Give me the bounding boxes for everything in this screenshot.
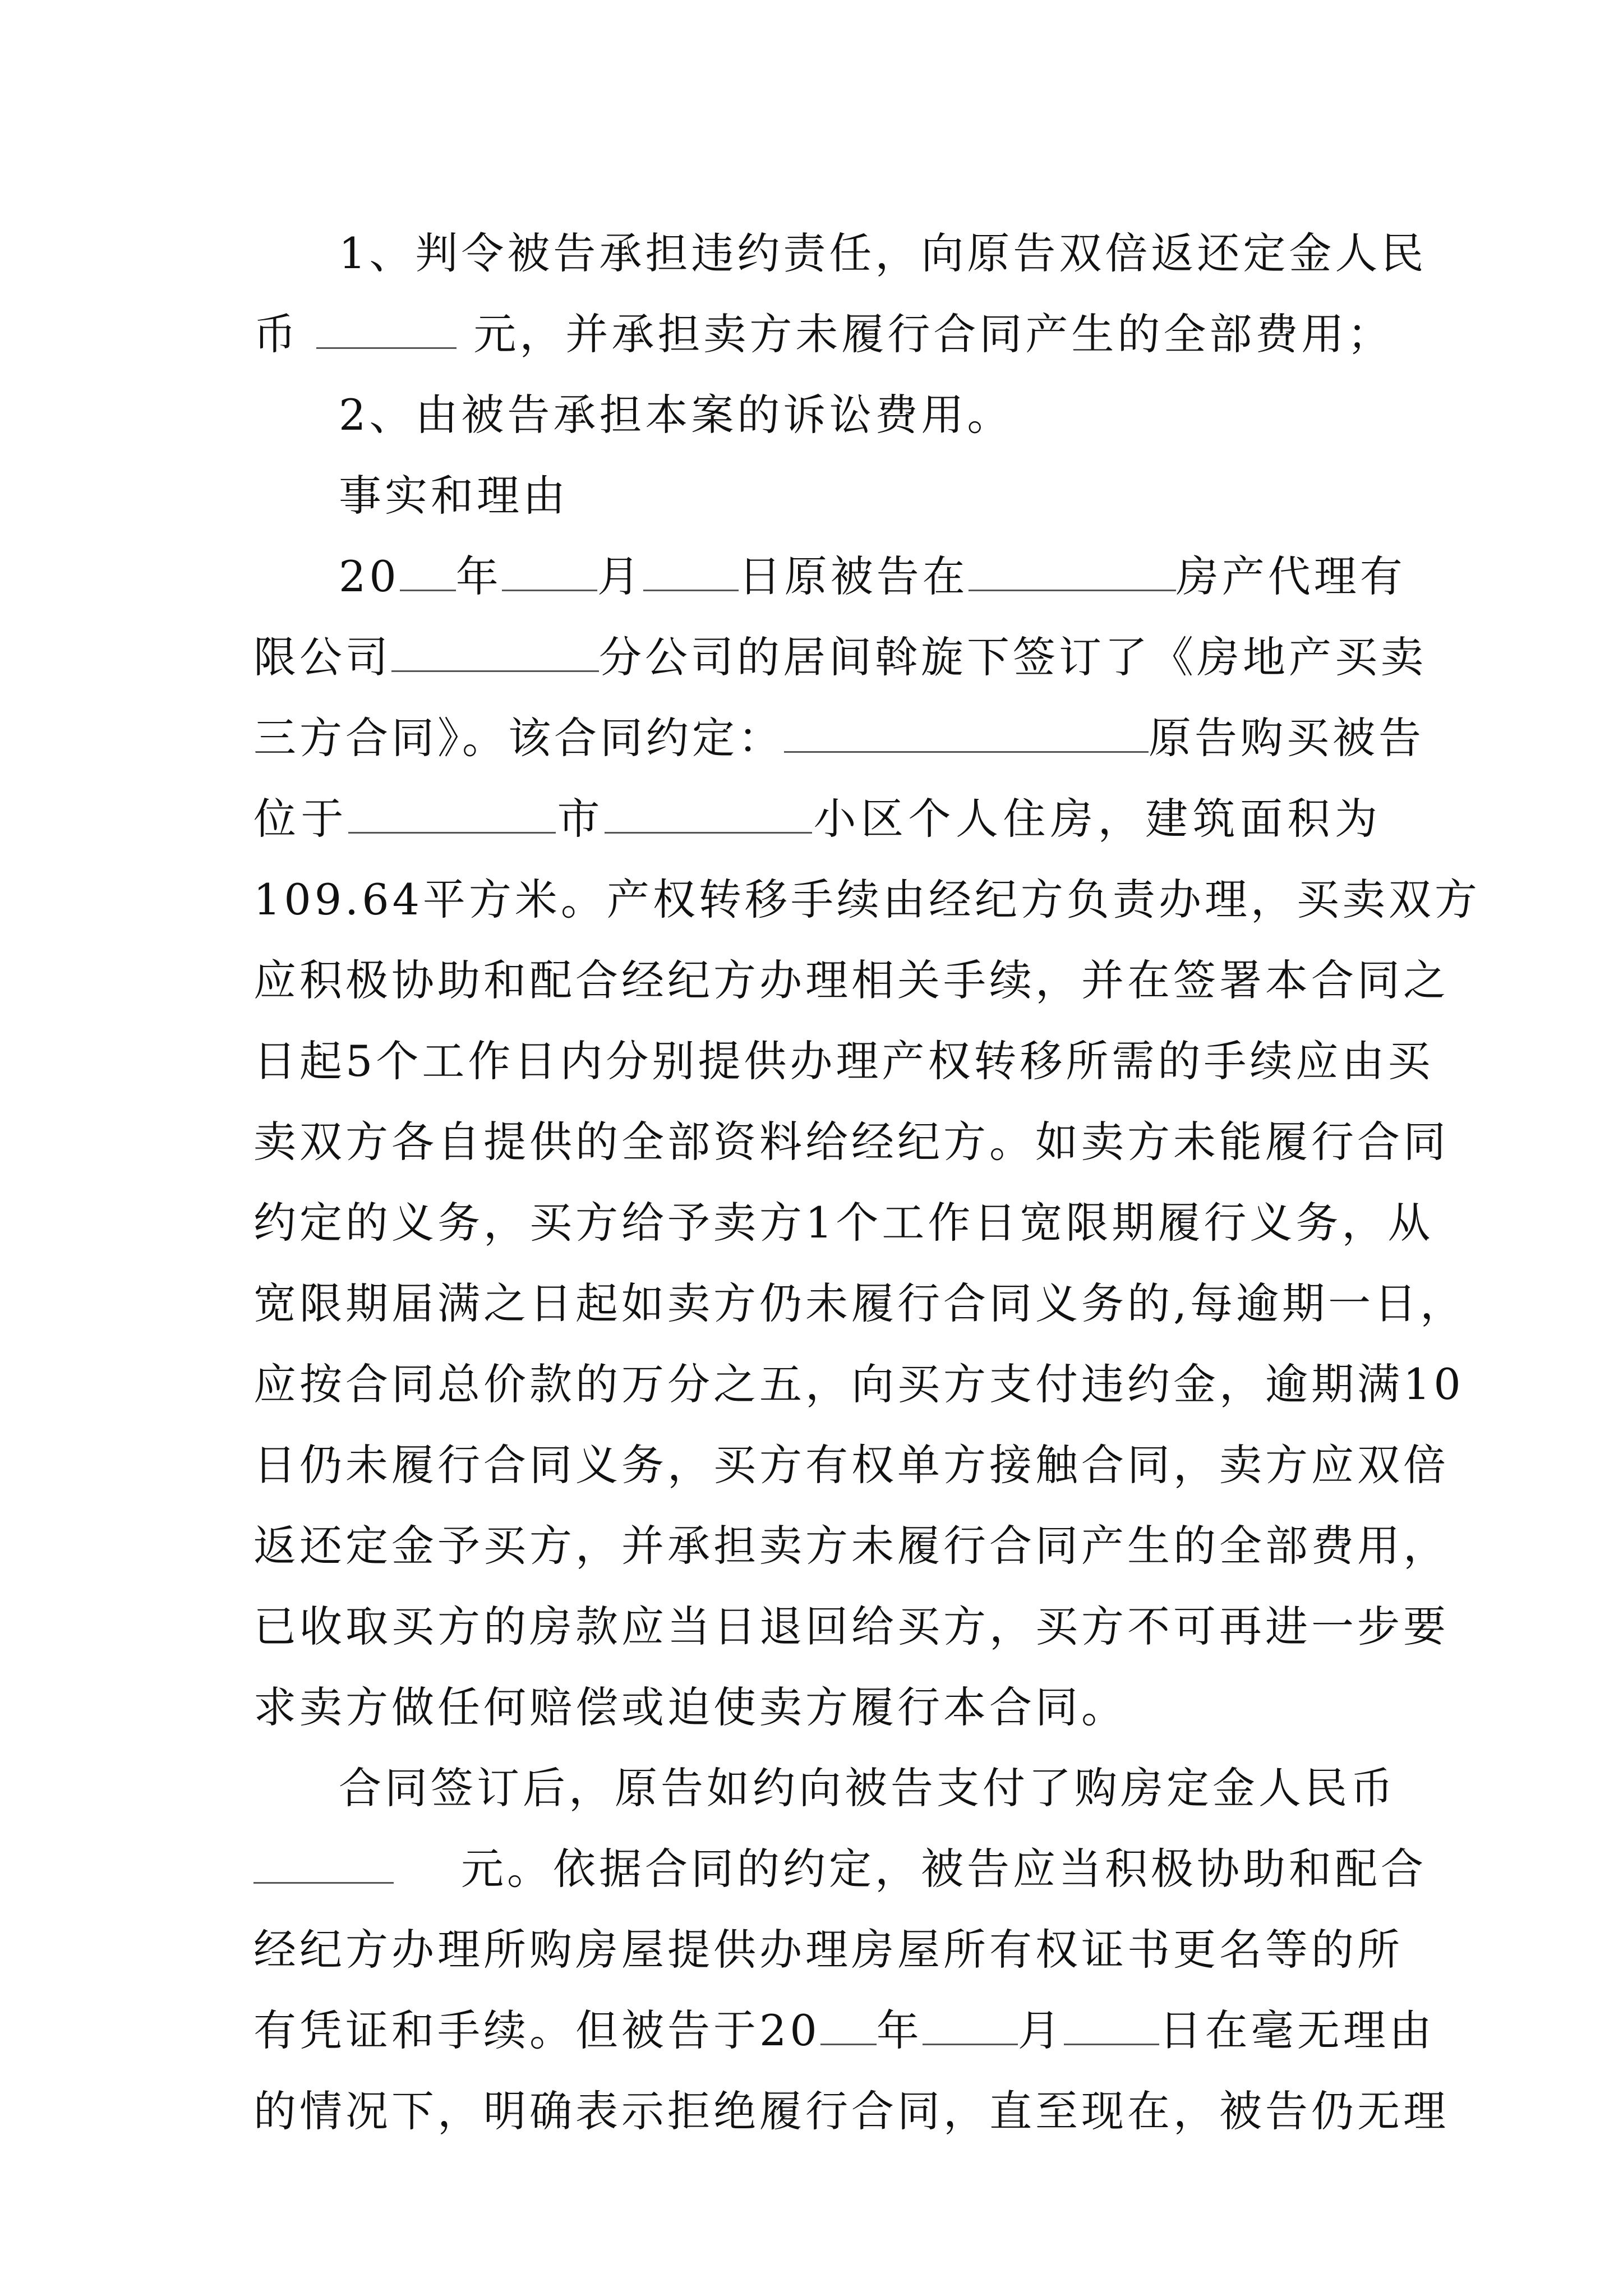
para1-text-9: 约定的义务，买方给予卖方1个工作日宽限期履行义务，从 [253, 1198, 1434, 1248]
claim-item-1-cont [253, 294, 1394, 375]
para1-line-6 [253, 940, 1449, 1021]
blank-day-field[interactable] [643, 549, 739, 591]
para2-line-1 [253, 1748, 1396, 1829]
year-label-2: 年 [876, 2005, 923, 2055]
claim-item-2-text: 2、由被告承担本案的诉讼费用。 [339, 390, 1013, 440]
para1-text-8: 卖双方各自提供的全部资料给经纪方。如卖方未能履行合同 [253, 1117, 1449, 1167]
para2-line-2 [253, 1829, 1427, 1910]
para1-line-12 [253, 1425, 1449, 1506]
contract-label: 三方合同》。该合同约定： [253, 713, 784, 763]
para2-line-4 [253, 1990, 1435, 2071]
claim-item-1-currency: 币 [253, 309, 299, 359]
branch-suffix: 分公司的居间斡旋下签订了《房地产买卖 [599, 632, 1427, 682]
contract-suffix: 原告购买被告 [1149, 713, 1424, 763]
blank-deposit-field[interactable] [253, 1842, 394, 1884]
blank-year-field-2[interactable] [820, 2003, 877, 2045]
blank-month-field[interactable] [502, 549, 597, 591]
document-page [253, 213, 1481, 2152]
para1-line-1 [253, 536, 1406, 617]
para1-line-3 [253, 698, 1424, 779]
para1-text-14: 已收取买方的房款应当日退回给买方，买方不可再进一步要 [253, 1602, 1449, 1651]
para1-line-4 [253, 779, 1381, 859]
para1-line-15 [253, 1667, 1381, 1748]
para1-line-8 [253, 1102, 1449, 1182]
para2-text-1: 合同签订后，原告如约向被告支付了购房定金人民币 [339, 1763, 1396, 1813]
month-label-2: 月 [1017, 2005, 1064, 2055]
para1-line-11 [253, 1344, 1464, 1425]
para1-line-9 [253, 1182, 1434, 1263]
blank-month-field-2[interactable] [923, 2003, 1018, 2045]
para2-text-4-pre: 有凭证和手续。但被告于20 [253, 2005, 820, 2055]
para1-line-13 [253, 1506, 1449, 1586]
para1-text-5: 109.64平方米。产权转移手续由经纪方负责办理，买卖双方 [253, 875, 1481, 924]
para1-text-12: 日仍未履行合同义务，买方有权单方接触合同，卖方应双倍 [253, 1440, 1449, 1490]
blank-city-field[interactable] [348, 792, 556, 834]
blank-amount-field[interactable] [316, 307, 457, 349]
para1-text-10: 宽限期届满之日起如卖方仍未履行合同义务的,每逾期一日， [253, 1278, 1467, 1328]
para2-text-2: 元。依据合同的约定，被告应当积极协助和配合 [461, 1844, 1427, 1894]
para2-line-5 [253, 2071, 1449, 2152]
city-label: 市 [556, 794, 605, 844]
para1-line-5 [253, 859, 1481, 940]
para1-line-2 [253, 617, 1427, 698]
claim-item-1-tail: 元，并承担卖方未履行合同产生的全部费用； [473, 309, 1394, 359]
facts-heading-text: 事实和理由 [339, 471, 569, 521]
community-suffix: 小区个人住房，建筑面积为 [812, 794, 1381, 844]
blank-day-field-2[interactable] [1064, 2003, 1159, 2045]
company-label: 限公司 [253, 632, 391, 682]
blank-community-field[interactable] [605, 792, 812, 834]
blank-branch-field[interactable] [391, 630, 599, 672]
para2-line-3 [253, 1910, 1403, 1990]
blank-agreement-field[interactable] [784, 711, 1149, 753]
claim-item-1 [253, 213, 1427, 294]
para1-text-15: 求卖方做任何赔偿或迫使卖方履行本合同。 [253, 1682, 1127, 1732]
para2-text-5: 的情况下，明确表示拒绝履行合同，直至现在，被告仍无理 [253, 2086, 1449, 2136]
claim-item-1-text: 1、判令被告承担违约责任，向原告双倍返还定金人民 [339, 228, 1427, 278]
claim-item-2 [253, 375, 1381, 455]
para2-text-3: 经纪方办理所购房屋提供办理房屋所有权证书更名等的所 [253, 1925, 1403, 1975]
year-label: 年 [455, 551, 502, 601]
para1-line-7 [253, 1021, 1434, 1102]
para1-text-11: 应按合同总价款的万分之五，向买方支付违约金，逾期满10 [253, 1359, 1464, 1409]
para1-text-13: 返还定金予买方，并承担卖方未履行合同产生的全部费用， [253, 1521, 1449, 1571]
facts-heading [253, 455, 1381, 536]
day-label: 日原被告在 [738, 551, 969, 601]
agency-suffix: 房产代理有 [1175, 551, 1406, 601]
para1-text-6: 应积极协助和配合经纪方办理相关手续，并在签署本合同之 [253, 955, 1449, 1005]
para1-line-10 [253, 1263, 1467, 1344]
blank-agency-field[interactable] [969, 549, 1176, 591]
para1-line-14 [253, 1586, 1449, 1667]
blank-year-field[interactable] [400, 549, 456, 591]
location-label: 位于 [253, 794, 348, 844]
year-prefix: 20 [339, 551, 400, 601]
para1-text-7: 日起5个工作日内分别提供办理产权转移所需的手续应由买 [253, 1036, 1434, 1086]
month-label: 月 [597, 551, 643, 601]
para2-text-4-post: 日在毫无理由 [1159, 2005, 1435, 2055]
